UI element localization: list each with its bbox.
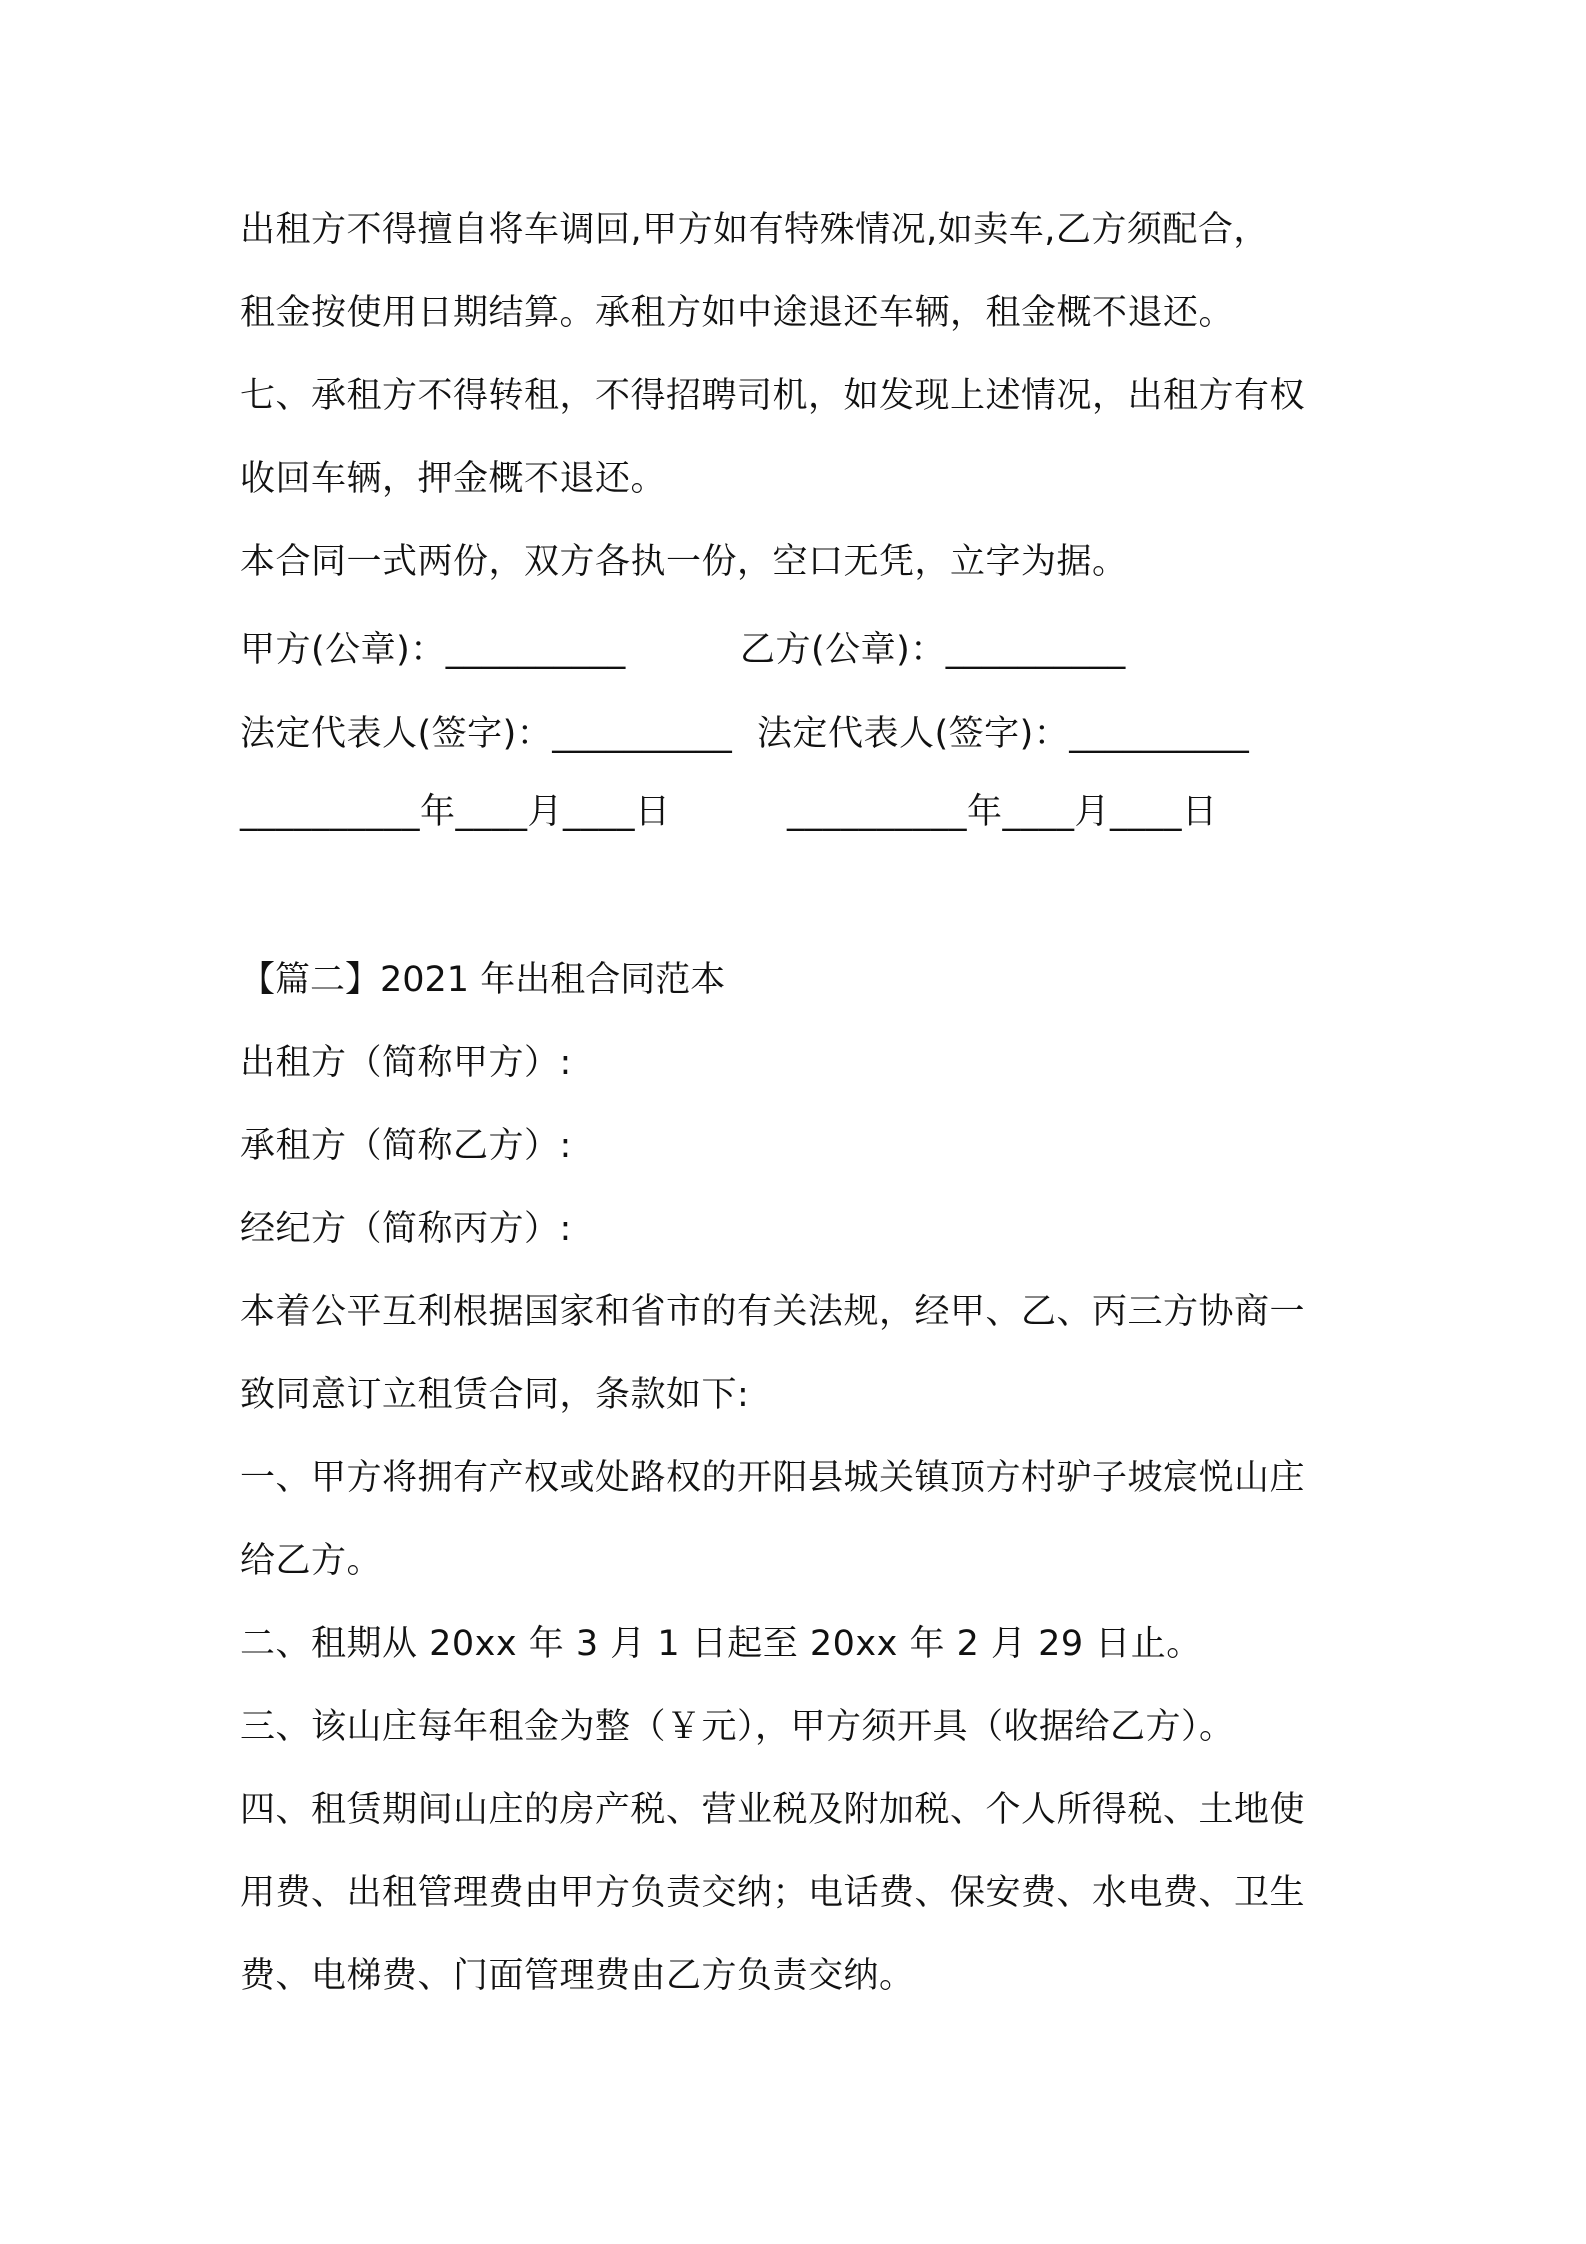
party-a-seal-field: 甲方(公章)：__________ [240,630,626,670]
clause-seven-line: 七、承租方不得转租，不得招聘司机，如发现上述情况，出租方有权 [240,376,1306,416]
paragraph-line: 租金按使用日期结算。承租方如中途退还车辆，租金概不退还。 [240,293,1235,333]
clause-one-line: 一、甲方将拥有产权或处路权的开阳县城关镇顶方村驴子坡宸悦山庄 [240,1458,1306,1498]
section-title: 【篇二】2021 年出租合同范本 [240,960,726,1000]
paragraph-line: 本着公平互利根据国家和省市的有关法规，经甲、乙、丙三方协商一 [240,1292,1306,1332]
party-a-rep-field: 法定代表人(签字)：__________ [240,714,733,754]
broker-field: 经纪方（简称丙方）: [240,1209,572,1249]
paragraph-line: 致同意订立租赁合同，条款如下: [240,1375,750,1415]
clause-three-line: 三、该山庄每年租金为整（￥元），甲方须开具（收据给乙方）。 [240,1707,1235,1747]
paragraph-line: 给乙方。 [240,1541,383,1581]
paragraph-line: 出租方不得擅自将车调回,甲方如有特殊情况,如卖车,乙方须配合， [240,210,1269,250]
paragraph-line: 本合同一式两份，双方各执一份，空口无凭，立字为据。 [240,542,1128,582]
party-b-rep-field: 法定代表人(签字)：__________ [757,714,1250,754]
paragraph-line: 费、电梯费、门面管理费由乙方负责交纳。 [240,1956,915,1996]
paragraph-line: 收回车辆，押金概不退还。 [240,459,667,499]
clause-two-line: 二、租期从 20xx 年 3 月 1 日起至 20xx 年 2 月 29 日止。 [240,1624,1202,1664]
party-b-date-field: __________年____月____日 [787,792,1218,832]
clause-four-line: 四、租赁期间山庄的房产税、营业税及附加税、个人所得税、土地使 [240,1790,1306,1830]
lessee-field: 承租方（简称乙方）: [240,1126,572,1166]
party-a-date-field: __________年____月____日 [240,792,671,832]
party-b-seal-field: 乙方(公章)：__________ [740,630,1126,670]
paragraph-line: 用费、出租管理费由甲方负责交纳；电话费、保安费、水电费、卫生 [240,1873,1306,1913]
lessor-field: 出租方（简称甲方）: [240,1043,572,1083]
